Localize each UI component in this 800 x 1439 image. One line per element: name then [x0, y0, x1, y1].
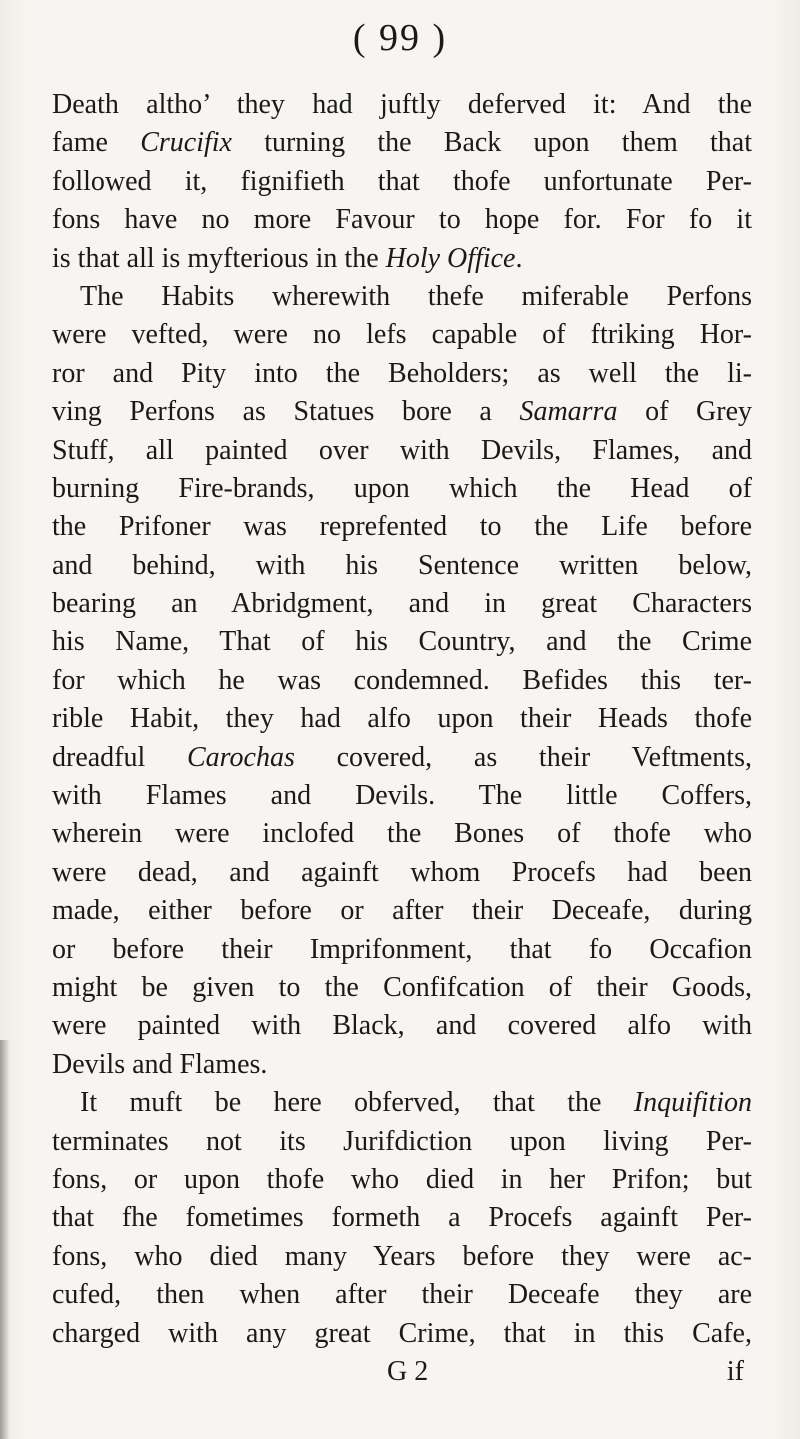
binding-shadow — [0, 1040, 10, 1439]
text-line: cufed, then when after their Deceafe they are — [52, 1279, 752, 1311]
text-line: were vefted, were no lefs capable of ftriking Hor- — [52, 319, 752, 351]
text-line: ving Perfons as Statues bore a Samarra of Grey — [52, 396, 752, 428]
text-line: were painted with Black, and covered alfo with — [52, 1010, 752, 1042]
text-line: Stuff, all painted over with Devils, Flames, and — [52, 434, 752, 466]
text-line: fons, or upon thofe who died in her Prifon; but — [52, 1163, 752, 1195]
footer-line — [52, 1353, 752, 1391]
text-line: were dead, and againft whom Procefs had been — [52, 856, 752, 888]
text-line: dreadful Carochas covered, as their Veftments, — [52, 741, 752, 773]
text-line: is that all is myfterious in the Holy Office. — [52, 242, 523, 274]
text-line: burning Fire-brands, upon which the Head of — [52, 472, 752, 504]
text-line: with Flames and Devils. The little Coffers, — [52, 780, 752, 812]
text-line: fons have no more Favour to hope for. For fo it — [52, 204, 752, 236]
text-line: wherein were inclofed the Bones of thofe who — [52, 818, 752, 850]
text-line: fame Crucifix turning the Back upon them that — [52, 127, 752, 159]
text-line: bearing an Abridgment, and in great Characters — [52, 588, 752, 620]
page-number: ( 99 ) — [352, 17, 448, 59]
text-line: for which he was condemned. Befides this ter- — [52, 664, 752, 696]
body-text — [52, 86, 752, 1391]
text-line: Devils and Flames. — [52, 1048, 268, 1080]
text-line: or before their Imprifonment, that fo Occafion — [52, 933, 752, 965]
paragraph-start-line: It muft be here obferved, that the Inquifition — [80, 1087, 752, 1119]
catchword: if — [726, 1355, 744, 1387]
text-line: that fhe fometimes formeth a Procefs againft Per- — [52, 1202, 752, 1234]
text-line: followed it, fignifieth that thofe unfortunate Per- — [52, 165, 752, 197]
text-line: ror and Pity into the Beholders; as well the li- — [52, 357, 752, 389]
text-line: made, either before or after their Deceafe, during — [52, 895, 752, 927]
text-line: his Name, That of his Country, and the Crime — [52, 626, 752, 658]
text-line: might be given to the Confifcation of their Goods, — [52, 971, 752, 1003]
text-line: charged with any great Crime, that in this Cafe, — [52, 1317, 752, 1349]
text-line: Death altho’ they had juftly deferved it: And the — [52, 89, 752, 120]
signature-mark: G 2 — [387, 1355, 429, 1387]
text-line: terminates not its Jurifdiction upon living Per- — [52, 1125, 752, 1157]
text-line: fons, who died many Years before they were ac- — [52, 1240, 752, 1272]
text-line: rible Habit, they had alfo upon their Heads thofe — [52, 703, 752, 735]
text-line: and behind, with his Sentence written below, — [52, 549, 752, 581]
text-line: the Prifoner was reprefented to the Life before — [52, 511, 752, 543]
paragraph-start-line: The Habits wherewith thefe miferable Perfons — [80, 280, 752, 312]
